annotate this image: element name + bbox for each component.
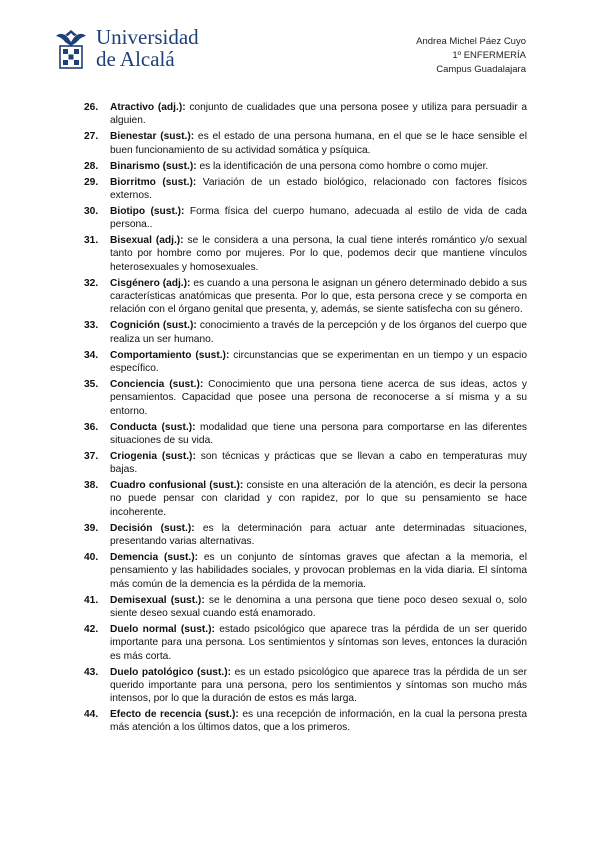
entry-number: 26. xyxy=(84,102,99,113)
entry-definition: modalidad que tiene una persona para comportarse en las diferentes situaciones de su vida. xyxy=(110,421,527,446)
university-name-line2: de Alcalá xyxy=(96,47,175,71)
entry-term: Cuadro confusional (sust.): xyxy=(110,480,244,492)
entry-definition: consiste en una alteración de la atención, es decir la persona no puede pensar con claridad y con rapidez, por lo que su pensamiento se hace incoherente. xyxy=(110,480,527,518)
entry-number: 43. xyxy=(84,666,99,678)
entry-term: Comportamiento (sust.): xyxy=(110,349,230,361)
entry-definition: es la determinación para actuar ante determinadas situaciones, presentando varias alternativas. xyxy=(110,522,527,548)
entry-term: Cognición (sust.): xyxy=(110,320,197,332)
author-name: Andrea Michel Páez Cuyo xyxy=(416,36,526,47)
glossary-entry xyxy=(84,666,527,706)
glossary-entry xyxy=(84,349,527,376)
entry-term: Efecto de recencia (sust.): xyxy=(110,709,239,721)
entry-number: 27. xyxy=(84,131,99,143)
glossary-entry xyxy=(84,551,527,591)
entry-term: Conciencia (sust.): xyxy=(110,378,204,390)
entry-number: 30. xyxy=(84,205,99,217)
glossary-entry xyxy=(84,205,527,232)
entry-number: 38. xyxy=(84,480,99,492)
university-name xyxy=(96,26,199,70)
glossary-entry xyxy=(84,160,527,173)
entry-term: Cisgénero (adj.): xyxy=(110,277,191,289)
entry-number: 41. xyxy=(84,594,99,606)
entry-term: Bienestar (sust.): xyxy=(110,131,195,143)
entry-number: 31. xyxy=(84,235,99,247)
entry-definition: es un conjunto de síntomas graves que afectan a la memoria, el pensamiento y las habilidades sociales, y provocan problemas en la vida diaria. El síntoma más común de la demencia es la pérdida de la memoria. xyxy=(110,551,527,590)
glossary-entry xyxy=(84,277,527,317)
entry-number: 32. xyxy=(84,277,99,289)
glossary-entry xyxy=(84,623,527,663)
entry-term: Bisexual (adj.): xyxy=(110,235,184,247)
entry-number: 29. xyxy=(84,176,99,188)
entry-number: 28. xyxy=(84,160,99,172)
entry-definition: se le considera a una persona, la cual tiene interés romántico y/o sexual tanto por hombre como por mujeres. Por lo que, podemos decir que mantiene vínculos heterosexuales y homosexuales. xyxy=(110,235,527,273)
glossary-entry xyxy=(84,176,527,203)
entry-term: Duelo patológico (sust.): xyxy=(110,666,231,678)
entry-term: Criogenia (sust.): xyxy=(110,450,196,462)
entry-number: 37. xyxy=(84,450,99,462)
entry-number: 39. xyxy=(84,522,99,534)
university-logo xyxy=(52,26,202,74)
entry-definition: Forma física del cuerpo humano, adecuada al estilo de vida de cada persona.. xyxy=(110,205,527,231)
entry-definition: Conocimiento que una persona tiene acerca de sus ideas, actos y pensamientos. Capacidad que posee una persona de reconocerse a sí misma y a su entorno. xyxy=(110,378,527,417)
entry-term: Demencia (sust.): xyxy=(110,551,198,563)
entry-term: Conducta (sust.): xyxy=(110,421,196,433)
entry-definition: estado psicológico que aparece tras la pérdida de un ser querido importante para una persona. Los sentimientos y síntomas son leves, entonces la duración es más corta. xyxy=(110,623,527,662)
entry-number: 36. xyxy=(84,421,99,433)
entry-definition: es la identificación de una persona como hombre o como mujer. xyxy=(199,160,489,172)
university-crest-icon xyxy=(52,26,90,72)
entry-number: 42. xyxy=(84,623,99,635)
entry-number: 44. xyxy=(84,709,99,721)
entry-definition: se le denomina a una persona que tiene poco deseo sexual o, solo siente deseo sexual cuando está enamorado. xyxy=(110,594,527,619)
entry-term: Duelo normal (sust.): xyxy=(110,623,215,635)
entry-number: 35. xyxy=(84,378,99,390)
entry-definition: es una recepción de información, en la cual la persona presta más atención a los últimos datos, que a los primeros. xyxy=(110,709,527,734)
entry-definition: circunstancias que se experimentan en un tiempo y un espacio específico. xyxy=(110,349,527,374)
glossary-entry xyxy=(84,234,527,274)
course-label: 1º ENFERMERÍA xyxy=(452,50,526,61)
entry-term: Binarismo (sust.): xyxy=(110,160,197,172)
entry-number: 34. xyxy=(84,349,99,361)
glossary-entry xyxy=(84,378,527,418)
glossary-entry xyxy=(84,421,527,448)
entry-term: Atractivo (adj.): xyxy=(110,102,186,113)
glossary-entry xyxy=(84,594,527,621)
entry-term: Demisexual (sust.): xyxy=(110,594,205,606)
entry-term: Biorritmo (sust.): xyxy=(110,176,197,188)
entry-number: 33. xyxy=(84,320,99,332)
glossary-entry xyxy=(84,708,527,735)
entry-definition: conocimiento a través de la percepción y de los órganos del cuerpo que realiza un ser humano. xyxy=(110,320,527,345)
glossary-entry xyxy=(84,522,527,549)
campus-label: Campus Guadalajara xyxy=(436,64,526,75)
university-name-line1: Universidad xyxy=(96,25,199,49)
glossary-list xyxy=(84,101,527,737)
glossary-entry xyxy=(84,319,527,346)
entry-definition: conjunto de cualidades que una persona posee y utiliza para persuadir a alguien. xyxy=(110,102,527,127)
glossary-entry xyxy=(84,130,527,157)
entry-definition: es un estado psicológico que aparece tras la pérdida de un ser querido importante para una persona, pero los sentimientos y síntomas son mucho más intensos, por lo que la duración de estos es más larga. xyxy=(110,666,527,705)
page-header xyxy=(0,0,600,90)
entry-definition: son técnicas y prácticas que se llevan a cabo en temperaturas muy bajas. xyxy=(110,450,527,476)
entry-definition: Variación de un estado biológico, relacionado con factores físicos externos. xyxy=(110,176,527,201)
entry-term: Biotipo (sust.): xyxy=(110,205,185,217)
glossary-entry xyxy=(84,450,527,477)
glossary-entry xyxy=(84,479,527,519)
author-info xyxy=(416,35,526,77)
entry-definition: es el estado de una persona humana, en el que se le hace sensible el buen funcionamiento de su actividad somática y psíquica. xyxy=(110,131,527,156)
entry-definition: es cuando a una persona le asignan un género determinado debido a sus características anatómicas que presenta. Por lo que, esta persona crece y se comporta en relación con el órgano genital que presenta, y, además, se siente satisfecha con su género. xyxy=(110,277,527,316)
entry-term: Decisión (sust.): xyxy=(110,522,195,534)
glossary-entry xyxy=(84,101,527,128)
entry-number: 40. xyxy=(84,551,99,563)
